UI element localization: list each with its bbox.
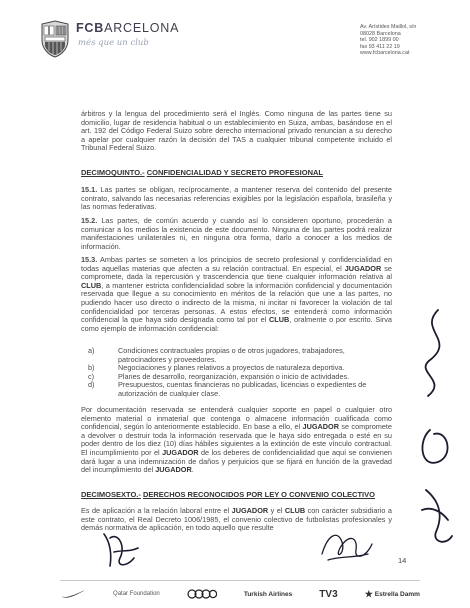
list-item: d) Presupuestos, cuentas financieras no publicadas, licencias o expedientes de autorización de cualquier clase. <box>88 380 367 398</box>
confidential-examples-list <box>88 347 392 399</box>
brand-tagline: més que un club <box>78 38 149 48</box>
fcb-crest-icon <box>40 20 70 58</box>
address-line: www.fcbarcelona.cat <box>360 50 410 57</box>
address-line: 08028 Barcelona <box>360 30 401 37</box>
brand-wordmark: FCBARCELONA <box>76 21 180 35</box>
signature-margin <box>408 300 466 552</box>
section-16-paragraph: Es de aplicación a la relación laboral entre el JUGADOR y el CLUB con carácter subsidiario a este contrato, el Real Decreto 1006/1985, el convenio colectivo de futbolistas profesionales y demás normativa de aplicación, en todo aquello que resulte <box>81 506 392 533</box>
intro-paragraph: árbitros y la lengua del procedimiento será el Inglés. Como ninguna de las partes tiene su domicilio, lugar de residencia habitual o un establecimiento en Suiza, ambas, basándose en el art. 192 del Código Federal Suizo sobre derecho internacional privado renuncian a su derecho a apelar por cualquier razón la decisión del TAS a cualquier tribunal competente incluido el Tribunal Federal Suizo. <box>81 109 392 153</box>
list-item: b) Negociaciones y planes relativos a proyectos de naturaleza deportiva. <box>88 363 345 373</box>
sponsor-logo <box>187 589 217 599</box>
sponsor-logo <box>60 589 86 599</box>
swoosh-icon <box>60 589 86 599</box>
list-item: c) Planes de desarrollo, reorganización, expansión o inicio de actividades. <box>88 371 350 381</box>
address-line: fax 93 411 22 19 <box>360 43 400 50</box>
sponsor-logo: ★ Estrella Damm <box>364 588 420 599</box>
section-15-heading: DECIMOQUINTO.- CONFIDENCIALIDAD Y SECRETO PROFESIONAL <box>81 168 323 177</box>
address-line: tel. 902 1899 00 <box>360 37 399 44</box>
footer-divider <box>60 580 420 581</box>
star-icon: ★ <box>364 588 373 599</box>
club-address <box>360 24 416 57</box>
address-line: Av. Arístides Maillol, s/n <box>360 24 417 30</box>
sponsor-logo: Qatar Foundation <box>113 591 160 597</box>
audi-rings-icon <box>187 589 217 599</box>
sponsor-logo: Turkish Airlines <box>243 590 293 598</box>
list-item: a) Condiciones contractuales propias o de otros jugadores, trabajadores, patrocinadores y proveedores. <box>88 346 345 364</box>
page-number: 14 <box>398 556 407 565</box>
sponsor-logo: TV3 <box>319 588 338 600</box>
clause-15-2: 15.2. Las partes, de común acuerdo y cuando así lo consideren oportuno, procederán a comunicar a los medios la existencia de este documento. Ninguna de las partes podrá realizar manifestaciones unilaterales ni, en ninguna otra forma, darlo a conocer a los medios de información. <box>81 216 392 251</box>
confidential-documentation-paragraph: Por documentación reservada se entenderá cualquier soporte en papel o cualquier otro elemento material o inmaterial que contenga o almacene información cualificada como confidencial, según lo anteriormente establecido. En base a ello, el JUGADOR se compromete a devolver o destruir toda la información reservada que le haya sido entregada o esté en su poder dentro de los diez (10) días hábiles siguientes a la extinción de este vínculo contractual. El incumplimiento por el JUGADOR de los deberes de confidencialidad que aquí se convienen dará lugar a una indemnización de daños y perjuicios que se fijará en función de la gravedad del incumplimiento del JUGADOR. <box>81 405 392 475</box>
clause-15-1: 15.1. Las partes se obligan, recíprocamente, a mantener reserva del contenido del presente contrato, salvando las necesarias referencias exigibles por la legislación española, brasileña y las normas federativas. <box>81 185 392 212</box>
signature-bottom-right <box>318 524 378 568</box>
clause-15-3: 15.3. Ambas partes se someten a los principios de secreto profesional y confidencialidad en todas aquellas materias que afecten a su relación contractual. En especial, el JUGADOR se compromete, dada la repercusión y trascendencia que tiene cualquier información relativa al CLUB, a mantener estricta confidencialidad sobre la información confidencial y documentación reservada que llegue a su conocimiento en méritos de la relación que une a las partes, no pudiendo hacer uso directo o indirecto de la misma, ni incitar ni favorecer la violación de tal confidencialidad por terceras personas. A estos efectos, se entenderá como información confidencial la que haya sido designada como tal por el CLUB, oralmente o por escrito. Sirva como ejemplo de información confidencial: <box>81 255 393 333</box>
signature-bottom-left <box>96 528 146 574</box>
section-16-heading: DECIMOSEXTO.- DERECHOS RECONOCIDOS POR LEY O CONVENIO COLECTIVO <box>81 490 375 499</box>
sponsor-bar <box>60 584 420 604</box>
